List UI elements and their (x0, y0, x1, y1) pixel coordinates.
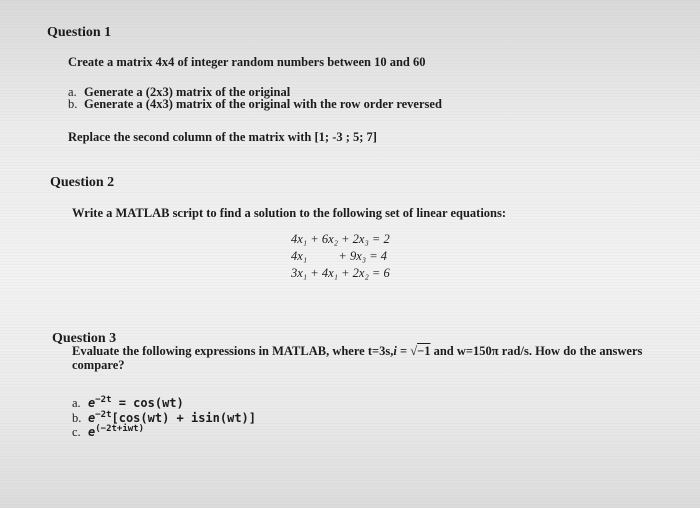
square-root-argument: −1 (417, 344, 431, 358)
question-3-prompt-line-2: compare? (72, 358, 125, 372)
list-item-text: Generate a (4x3) matrix of the original with the row order reversed (84, 97, 442, 111)
list-marker: b. (72, 411, 82, 425)
question-1-item-b (68, 97, 442, 112)
question-3-prompt-line-1 (72, 344, 642, 359)
expression-c: $e^{(-2t+iwt)}$ (88, 424, 145, 439)
question-2-title: Question 2 (50, 175, 115, 190)
list-marker: a. (72, 396, 81, 410)
expression-b: $e^{-2t}[\cos(wt) + isin(wt)]$ (88, 410, 256, 425)
list-marker: a. (68, 85, 77, 99)
question-3-item-c (72, 424, 144, 440)
equation-3: 3x₁ + 4x₁ + 2x₂ = 6 (291, 266, 390, 280)
list-item-text: Generate a (2x3) matrix of the original (84, 85, 291, 99)
equation-2: 4x₁ + 9x₃ = 4 (291, 249, 388, 263)
prompt-text-tail: and w=150π rad/s. How do the answers (430, 344, 643, 358)
question-1-replace: Replace the second column of the matrix with [1; -3 ; 5; 7] (68, 130, 377, 144)
list-marker: c. (72, 425, 81, 439)
equals-root: = √ (396, 344, 418, 358)
list-marker: b. (68, 97, 78, 111)
question-3-item-a (72, 395, 184, 411)
prompt-text: Evaluate the following expressions in MATLAB, where t=3s, (72, 344, 394, 358)
imaginary-unit: i (393, 344, 397, 358)
question-2-prompt: Write a MATLAB script to find a solution to the following set of linear equations: (72, 206, 507, 220)
expression-a: $e^{-2t} = \cos(wt)$ (88, 395, 184, 410)
equation-1: 4x₁ + 6x₂ + 2x₃ = 2 (291, 232, 390, 246)
question-1-prompt: Create a matrix 4x4 of integer random numbers between 10 and 60 (68, 55, 426, 69)
question-1-title: Question 1 (47, 25, 112, 40)
question-3-title: Question 3 (52, 331, 117, 346)
